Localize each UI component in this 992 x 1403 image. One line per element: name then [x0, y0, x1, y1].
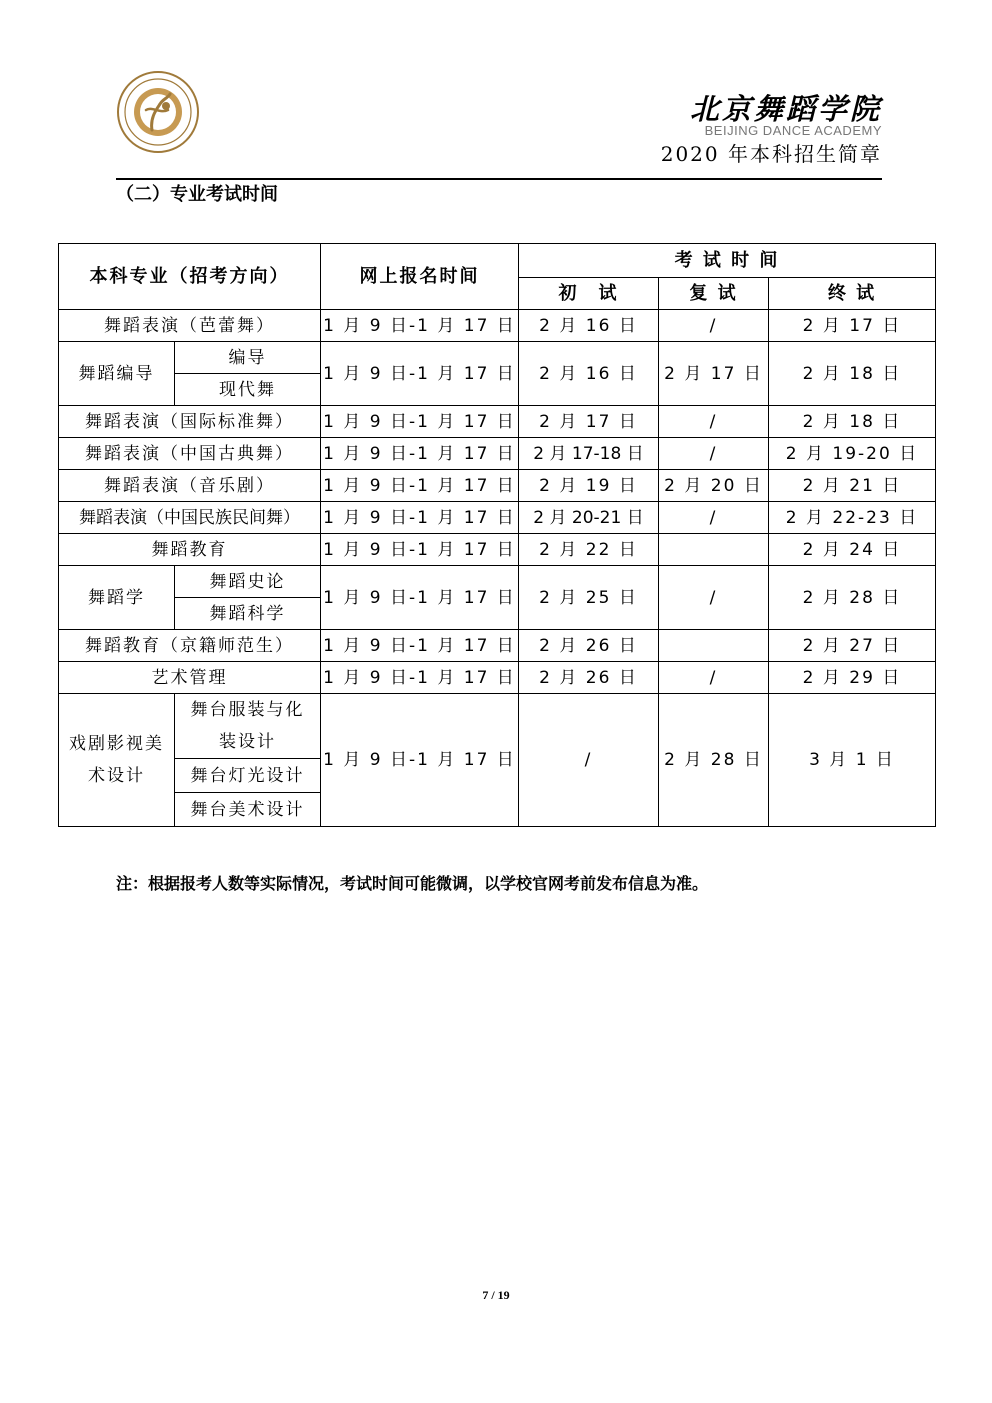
- major-cell: [59, 694, 175, 827]
- table-row: [59, 534, 936, 566]
- first-exam-cell: 2 月 26 日: [519, 662, 659, 694]
- registration-cell: 1 月 9 日-1 月 17 日: [321, 502, 519, 534]
- registration-cell: 1 月 9 日-1 月 17 日: [321, 694, 519, 827]
- final-exam-cell: 2 月 29 日: [769, 662, 936, 694]
- final-exam-cell: 2 月 18 日: [769, 406, 936, 438]
- page-number: 7 / 19: [482, 1288, 510, 1302]
- table-row: [59, 470, 936, 502]
- second-exam-cell: [659, 534, 769, 566]
- second-exam-cell: /: [659, 566, 769, 630]
- registration-cell: 1 月 9 日-1 月 17 日: [321, 470, 519, 502]
- registration-cell: 1 月 9 日-1 月 17 日: [321, 438, 519, 470]
- second-exam-cell: /: [659, 438, 769, 470]
- direction-cell: 舞台美术设计: [175, 793, 321, 827]
- footnote: 注：根据报考人数等实际情况，考试时间可能微调，以学校官网考前发布信息为准。: [116, 874, 709, 893]
- second-exam-cell: 2 月 28 日: [659, 694, 769, 827]
- direction-cell: [175, 694, 321, 759]
- header-divider: [116, 178, 882, 180]
- major-cell: 舞蹈表演（芭蕾舞）: [59, 310, 321, 342]
- registration-cell: 1 月 9 日-1 月 17 日: [321, 342, 519, 406]
- major-cell: 舞蹈学: [59, 566, 175, 630]
- table-row: [59, 502, 936, 534]
- table-row: [59, 662, 936, 694]
- brand-name-english: BEIJING DANCE ACADEMY: [704, 123, 882, 138]
- header-second-exam: 复 试: [659, 278, 769, 310]
- first-exam-cell: 2 月 17-18 日: [519, 438, 659, 470]
- final-exam-cell: 2 月 17 日: [769, 310, 936, 342]
- header-registration: 网上报名时间: [321, 244, 519, 310]
- table-row: [59, 342, 936, 374]
- header-major: 本科专业（招考方向）: [59, 244, 321, 310]
- first-exam-cell: 2 月 22 日: [519, 534, 659, 566]
- final-exam-cell: 2 月 18 日: [769, 342, 936, 406]
- major-cell: 舞蹈表演（国际标准舞）: [59, 406, 321, 438]
- direction-cell: 舞蹈史论: [175, 566, 321, 598]
- major-cell: 舞蹈表演（中国古典舞）: [59, 438, 321, 470]
- table-row: [59, 438, 936, 470]
- first-exam-cell: 2 月 25 日: [519, 566, 659, 630]
- final-exam-cell: 3 月 1 日: [769, 694, 936, 827]
- header-final-exam: 终 试: [769, 278, 936, 310]
- first-exam-cell: 2 月 20-21 日: [519, 502, 659, 534]
- second-exam-cell: 2 月 17 日: [659, 342, 769, 406]
- table-row: [59, 566, 936, 598]
- major-label: 戏剧影视美术设计: [69, 734, 164, 786]
- table-row: [59, 694, 936, 759]
- table-row: [59, 310, 936, 342]
- major-cell: 舞蹈教育（京籍师范生）: [59, 630, 321, 662]
- final-exam-cell: 2 月 27 日: [769, 630, 936, 662]
- second-exam-cell: [659, 630, 769, 662]
- second-exam-cell: /: [659, 406, 769, 438]
- direction-cell: 舞台灯光设计: [175, 759, 321, 793]
- major-cell: 艺术管理: [59, 662, 321, 694]
- exam-schedule-table: [58, 243, 936, 827]
- registration-cell: 1 月 9 日-1 月 17 日: [321, 310, 519, 342]
- academy-logo: [116, 70, 200, 154]
- section-title: （二）专业考试时间: [116, 184, 278, 205]
- registration-cell: 1 月 9 日-1 月 17 日: [321, 630, 519, 662]
- major-cell: 舞蹈教育: [59, 534, 321, 566]
- document-subtitle: 2020 年本科招生简章: [660, 142, 882, 166]
- first-exam-cell: 2 月 16 日: [519, 310, 659, 342]
- direction-cell: 舞蹈科学: [175, 598, 321, 630]
- brand-name-chinese: 北京舞蹈学院: [689, 92, 882, 126]
- second-exam-cell: /: [659, 310, 769, 342]
- direction-label: 舞台服装与化装设计: [190, 700, 305, 752]
- first-exam-cell: 2 月 26 日: [519, 630, 659, 662]
- direction-cell: 编导: [175, 342, 321, 374]
- first-exam-cell: /: [519, 694, 659, 827]
- final-exam-cell: 2 月 24 日: [769, 534, 936, 566]
- registration-cell: 1 月 9 日-1 月 17 日: [321, 662, 519, 694]
- first-exam-cell: 2 月 16 日: [519, 342, 659, 406]
- table-row: [59, 406, 936, 438]
- final-exam-cell: 2 月 21 日: [769, 470, 936, 502]
- direction-cell: 现代舞: [175, 374, 321, 406]
- registration-cell: 1 月 9 日-1 月 17 日: [321, 406, 519, 438]
- registration-cell: 1 月 9 日-1 月 17 日: [321, 566, 519, 630]
- first-exam-cell: 2 月 19 日: [519, 470, 659, 502]
- registration-cell: 1 月 9 日-1 月 17 日: [321, 534, 519, 566]
- header-exam-time: 考 试 时 间: [519, 244, 936, 278]
- major-cell: 舞蹈表演（音乐剧）: [59, 470, 321, 502]
- first-exam-cell: 2 月 17 日: [519, 406, 659, 438]
- second-exam-cell: 2 月 20 日: [659, 470, 769, 502]
- final-exam-cell: 2 月 28 日: [769, 566, 936, 630]
- header-branding: [661, 92, 882, 168]
- header-first-exam: 初 试: [519, 278, 659, 310]
- second-exam-cell: /: [659, 662, 769, 694]
- major-cell: 舞蹈表演（中国民族民间舞）: [59, 502, 321, 534]
- major-cell: 舞蹈编导: [59, 342, 175, 406]
- final-exam-cell: 2 月 19-20 日: [769, 438, 936, 470]
- table-row: [59, 630, 936, 662]
- second-exam-cell: /: [659, 502, 769, 534]
- final-exam-cell: 2 月 22-23 日: [769, 502, 936, 534]
